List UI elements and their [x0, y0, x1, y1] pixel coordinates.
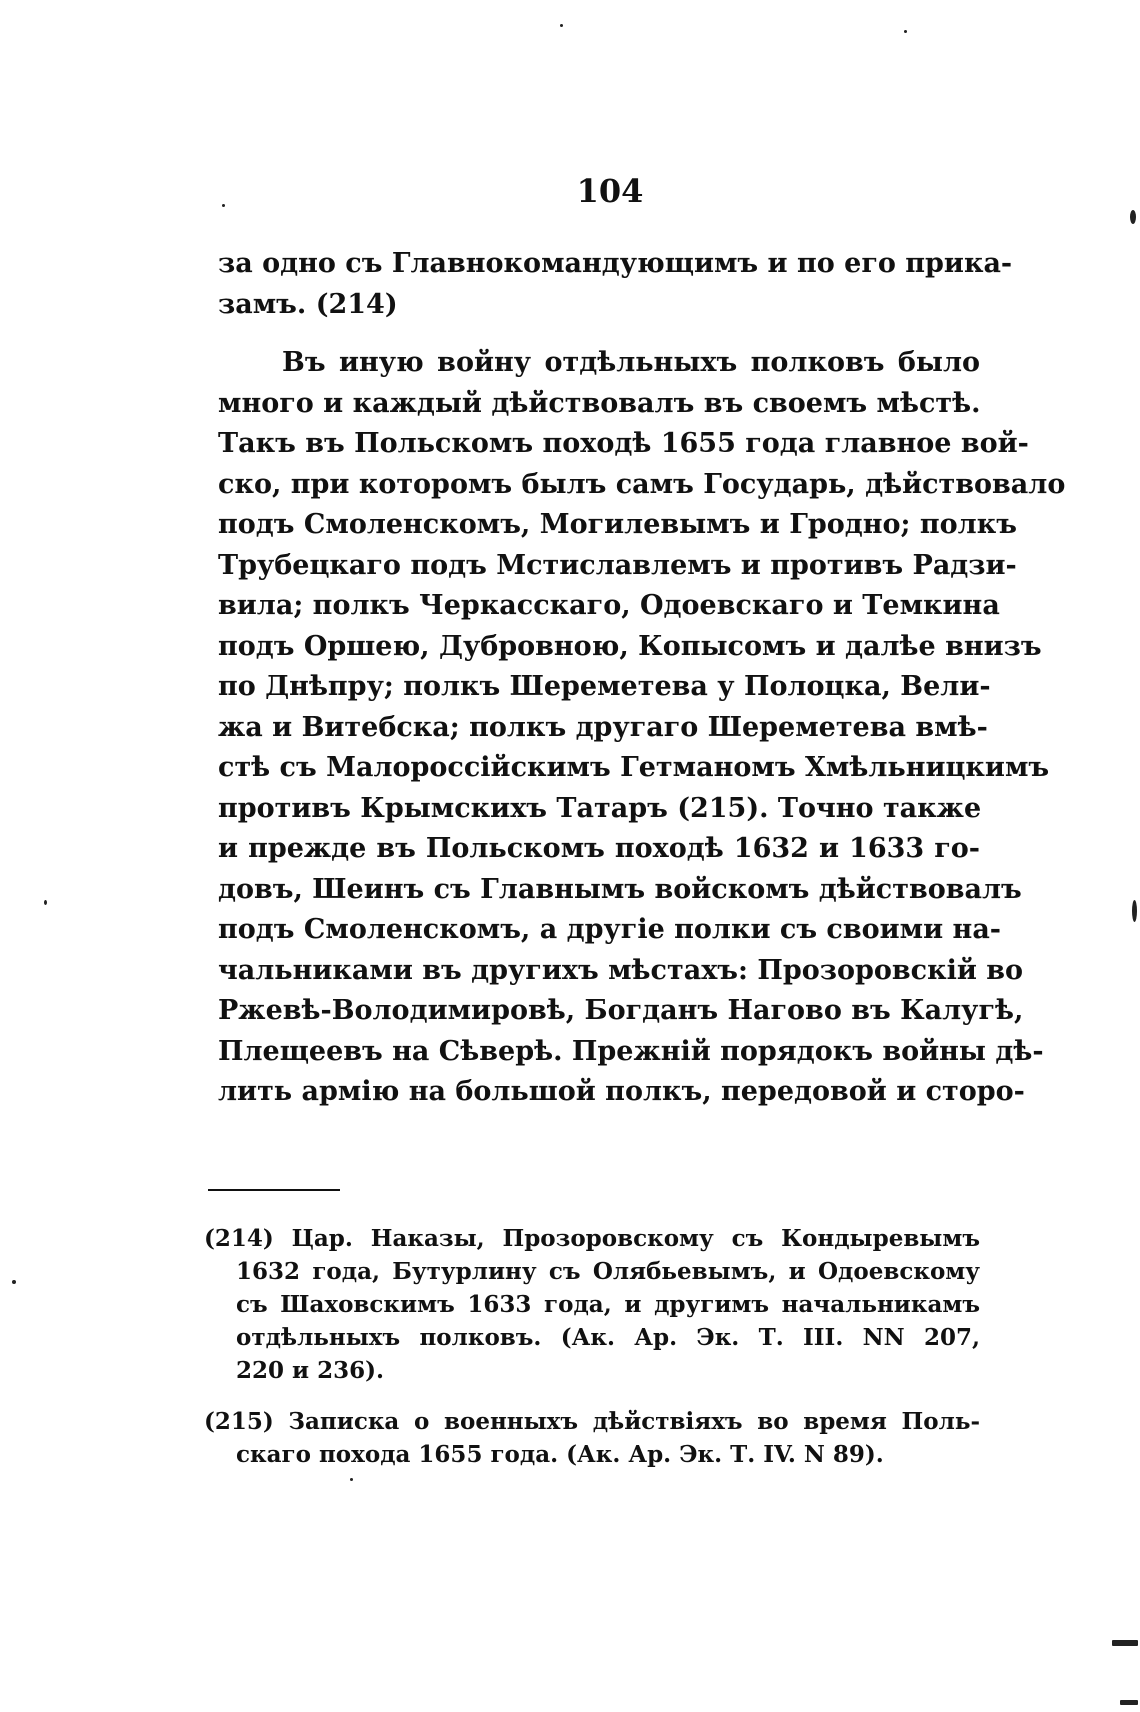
text-line: ско, при которомъ былъ самъ Государь, дѣйствовало: [218, 468, 1066, 500]
main-text: [218, 244, 1066, 1113]
text-line: довъ, Шеинъ съ Главнымъ войскомъ дѣйствовалъ: [218, 873, 1022, 905]
paragraph: [218, 343, 1066, 1113]
footnote-line: (214) Цар. Наказы, Прозоровскому съ Кондыревымъ: [204, 1225, 980, 1252]
text-line: за одно съ Главнокомандующимъ и по его прика-: [218, 248, 1013, 279]
text-line: стѣ съ Малороссійскимъ Гетманомъ Хмѣльницкимъ: [218, 752, 1050, 783]
text-line: Плещеевъ на Сѣверѣ. Прежній порядокъ войны дѣ-: [218, 1035, 1044, 1067]
text-line: лить армію на большой полкъ, передовой и сторо-: [218, 1076, 1025, 1107]
text-line: чальниками въ другихъ мѣстахъ: Прозоровскій во: [218, 954, 1024, 986]
scan-speck: [560, 24, 563, 27]
text-line: Ржевѣ-Володимировѣ, Богданъ Нагово въ Калугѣ,: [218, 995, 1024, 1026]
scan-speck: [1112, 1640, 1138, 1646]
paragraph-continuation: [218, 244, 1013, 325]
footnote-214: [204, 1222, 980, 1387]
footnote-separator: [208, 1189, 340, 1191]
scan-speck: [904, 30, 907, 33]
text-line: замъ. (214): [218, 288, 398, 320]
text-line: подъ Оршею, Дубровною, Копысомъ и далѣе внизъ: [218, 630, 1042, 662]
footnote-line: (215) Записка о военныхъ дѣйствіяхъ во время Поль-: [204, 1408, 980, 1435]
footnote-line: 1632 года, Бутурлину съ Олябьевымъ, и Одоевскому: [236, 1258, 980, 1285]
text-line: подъ Смоленскомъ, Могилевымъ и Гродно; полкъ: [218, 509, 1017, 540]
text-line: жа и Витебска; полкъ другаго Шереметева вмѣ-: [218, 711, 988, 743]
text-line: Въ иную войну отдѣльныхъ полковъ было: [282, 347, 980, 378]
footnote-215: [204, 1405, 980, 1471]
scan-speck: [1120, 1700, 1138, 1705]
text-line: много и каждый дѣйствовалъ въ своемъ мѣстѣ.: [218, 387, 981, 419]
scan-speck: [1132, 900, 1137, 922]
footnote-line: отдѣльныхъ полковъ. (Ак. Ар. Эк. Т. III. NN 207,: [236, 1324, 980, 1351]
text-line: по Днѣпру; полкъ Шереметева у Полоцка, Вели-: [218, 671, 991, 702]
scan-speck: [1130, 210, 1136, 224]
scan-speck: [350, 1478, 353, 1481]
text-line: Такъ въ Польскомъ походѣ 1655 года главное вой-: [218, 428, 1029, 459]
text-line: вила; полкъ Черкасскаго, Одоевскаго и Темкина: [218, 590, 1000, 621]
footnote-line: скаго похода 1655 года. (Ак. Ар. Эк. Т. IV. N 89).: [236, 1441, 884, 1468]
text-line: и прежде въ Польскомъ походѣ 1632 и 1633 го-: [218, 833, 980, 864]
scan-speck: [222, 204, 225, 207]
footnote-line: съ Шаховскимъ 1633 года, и другимъ начальникамъ: [236, 1291, 980, 1318]
text-line: противъ Крымскихъ Татаръ (215). Точно также: [218, 792, 982, 824]
scan-speck: [44, 900, 47, 905]
text-line: Трубецкаго подъ Мстиславлемъ и противъ Радзи-: [218, 549, 1017, 581]
scan-speck: [12, 1280, 16, 1284]
page-number: 104: [576, 172, 644, 210]
footnotes: [204, 1222, 980, 1489]
footnote-line: 220 и 236).: [236, 1357, 384, 1384]
text-line: подъ Смоленскомъ, а другіе полки съ своими на-: [218, 914, 1002, 945]
